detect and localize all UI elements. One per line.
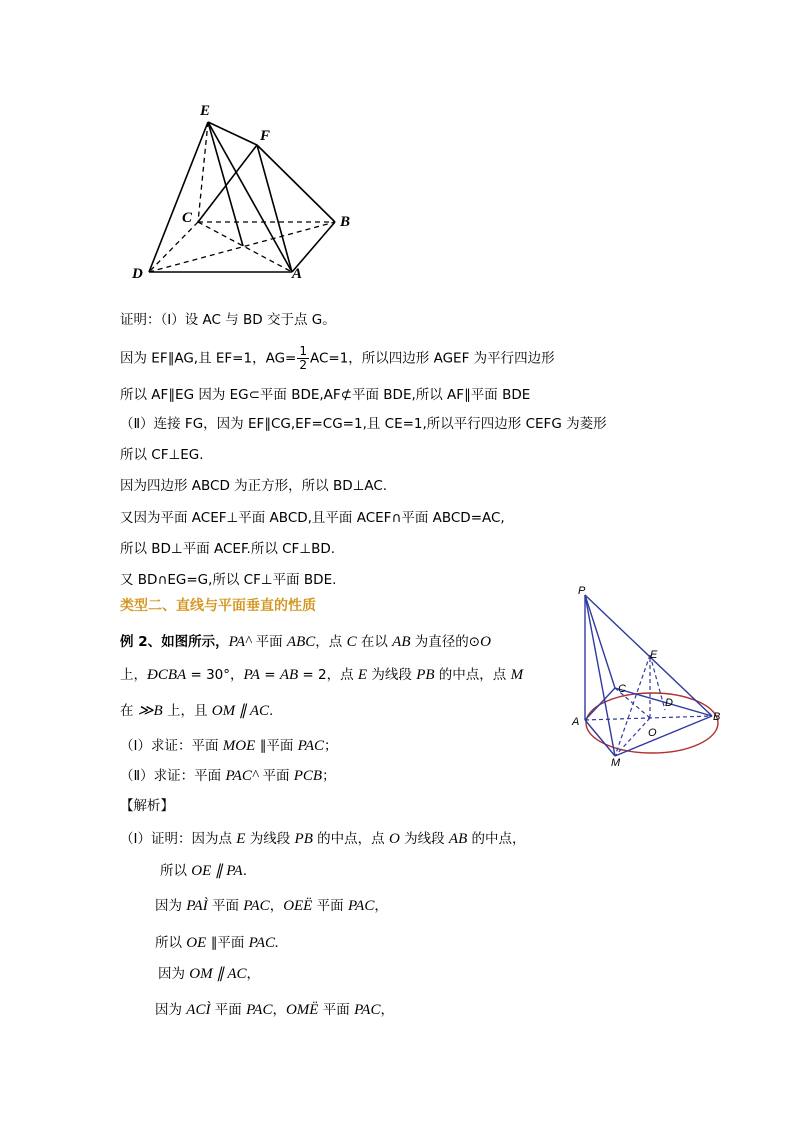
ex-math-ab2: AB bbox=[279, 667, 299, 683]
q-math-moe: MOE bbox=[222, 738, 256, 754]
s-math: O bbox=[388, 831, 400, 847]
s-math: OM ∥ AC bbox=[189, 966, 247, 982]
example-line-3 bbox=[120, 702, 273, 720]
fraction-denominator: 2 bbox=[299, 358, 307, 372]
solution-line-4 bbox=[155, 934, 279, 952]
s-text: ， bbox=[380, 1002, 394, 1018]
q-math-pac: PAC bbox=[297, 738, 325, 754]
ex-text: 的中点，点 bbox=[434, 667, 511, 683]
s-math: AB bbox=[448, 831, 468, 847]
figure-pyramid-efabcd bbox=[120, 95, 370, 290]
s-text: ∥平面 bbox=[206, 935, 249, 951]
label-E2: E bbox=[650, 649, 658, 661]
solution-line-5 bbox=[158, 965, 260, 983]
q-math-pcb: PCB bbox=[293, 768, 323, 784]
s-math: OE bbox=[186, 935, 207, 951]
solution-line-2 bbox=[160, 862, 247, 880]
ex-text: = bbox=[259, 667, 280, 683]
s-text: 为线段 bbox=[245, 831, 295, 847]
proof-line-4: （Ⅱ）连接 FG，因为 EF∥CG,EF=CG=1,且 CE=1,所以平行四边形 CEFG 为菱形 bbox=[120, 416, 607, 432]
example-line-1 bbox=[120, 633, 491, 651]
s-text: ， bbox=[246, 966, 261, 982]
label-C2: C bbox=[618, 683, 626, 695]
label-E: E bbox=[200, 103, 211, 119]
label-F: F bbox=[260, 128, 271, 144]
s-math: PAC. bbox=[248, 935, 279, 951]
s-text: 平面 bbox=[318, 1002, 355, 1018]
ex-text: = 2，点 bbox=[298, 667, 358, 683]
ex-math-ab: AB bbox=[392, 634, 411, 650]
label-P: P bbox=[578, 585, 586, 597]
q-text: ∥平面 bbox=[255, 738, 298, 754]
ex-text: . bbox=[269, 703, 274, 719]
example-label: 例 2、如图所示， bbox=[120, 634, 229, 650]
s-math: OMË bbox=[285, 1002, 319, 1018]
s-math: PAÌ bbox=[186, 898, 208, 914]
ex-math-abc: ABC bbox=[286, 634, 316, 650]
figure-cone-circle bbox=[570, 582, 730, 772]
q-text: （Ⅰ）求证：平面 bbox=[120, 738, 223, 754]
fraction-one-half bbox=[297, 345, 309, 372]
s-text: 平面 bbox=[312, 898, 348, 914]
proof-line-1: 证明：（Ⅰ）设 AC 与 BD 交于点 G。 bbox=[120, 312, 336, 328]
s-math: PAC bbox=[246, 1002, 273, 1018]
label-A2: A bbox=[572, 716, 580, 728]
s-text: 为线段 bbox=[399, 831, 449, 847]
proof-line-6: 因为四边形 ABCD 为正方形，所以 BD⊥AC. bbox=[120, 478, 388, 494]
s-text: 所以 bbox=[160, 863, 192, 879]
ex-text: 上，且 bbox=[162, 703, 212, 719]
proof-line-2-pre: 因为 EF∥AG,且 EF=1，AG= bbox=[120, 350, 297, 367]
ex-math-e: E bbox=[357, 667, 368, 683]
proof-line-8: 所以 BD⊥平面 ACEF.所以 CF⊥BD. bbox=[120, 541, 336, 557]
ex-text: 平面 bbox=[251, 634, 287, 650]
ex-math-o: O bbox=[480, 634, 491, 650]
ex-text: 为直径的⊙ bbox=[410, 634, 481, 650]
proof-line-2-post: AC=1，所以四边形 AGEF 为平行四边形 bbox=[309, 350, 555, 367]
question-1 bbox=[120, 737, 338, 755]
s-math: E bbox=[236, 831, 246, 847]
ex-text: = 30°， bbox=[186, 667, 244, 683]
ex-text: 在 bbox=[120, 703, 138, 719]
proof-line-2 bbox=[120, 345, 555, 372]
ex-math-m: M bbox=[510, 667, 524, 683]
s-text: 因为 bbox=[155, 898, 187, 914]
proof-line-5: 所以 CF⊥EG. bbox=[120, 447, 204, 463]
label-B: B bbox=[340, 214, 351, 230]
s-text: 所以 bbox=[155, 935, 187, 951]
q-text: ； bbox=[322, 768, 336, 784]
s-math: OE ∥ PA bbox=[191, 863, 243, 879]
s-math: PB bbox=[294, 831, 313, 847]
analysis-label: 【解析】 bbox=[120, 798, 174, 814]
solution-line-1 bbox=[120, 830, 526, 848]
q-math-pac-perp: PAC^ bbox=[225, 768, 259, 784]
label-D2: D bbox=[665, 697, 673, 709]
q-text: ； bbox=[324, 738, 338, 754]
section-heading: 类型二、直线与平面垂直的性质 bbox=[120, 598, 316, 614]
label-M: M bbox=[611, 757, 621, 769]
s-text: ， bbox=[374, 898, 388, 914]
question-2 bbox=[120, 767, 336, 785]
q-text: （Ⅱ）求证：平面 bbox=[120, 768, 226, 784]
s-text: 平面 bbox=[207, 898, 244, 914]
proof-line-7: 又因为平面 ACEF⊥平面 ABCD,且平面 ACEF∩平面 ABCD=AC, bbox=[120, 510, 505, 526]
ex-math-pa2: PA bbox=[243, 667, 260, 683]
proof-line-9: 又 BD∩EG=G,所以 CF⊥平面 BDE. bbox=[120, 572, 337, 588]
ex-math-angle: ÐCBA bbox=[147, 667, 187, 683]
s-text: 的中点，点 bbox=[312, 831, 389, 847]
s-text: ， bbox=[269, 898, 284, 914]
q-text: 平面 bbox=[258, 768, 294, 784]
s-math: ACÌ bbox=[186, 1002, 211, 1018]
solution-line-3 bbox=[155, 897, 388, 915]
s-math: OEË bbox=[283, 898, 313, 914]
ex-math-om-ac: OM ∥ AC bbox=[211, 703, 269, 719]
example-line-2 bbox=[120, 666, 523, 684]
s-text: 因为 bbox=[155, 1002, 187, 1018]
fraction-numerator: 1 bbox=[299, 344, 307, 358]
label-C: C bbox=[182, 210, 193, 226]
label-D: D bbox=[132, 266, 143, 282]
solution-line-6 bbox=[155, 1001, 394, 1019]
s-text: 因为 bbox=[158, 966, 190, 982]
ex-text: ，点 bbox=[315, 634, 347, 650]
ex-math-arc: ≫B bbox=[137, 703, 163, 719]
ex-text: 上， bbox=[120, 667, 147, 683]
label-A: A bbox=[292, 266, 303, 282]
s-text: （Ⅰ）证明：因为点 bbox=[120, 831, 237, 847]
s-text: ， bbox=[272, 1002, 286, 1018]
ex-text: 为线段 bbox=[367, 667, 417, 683]
s-math: PAC bbox=[354, 1002, 381, 1018]
s-text: . bbox=[242, 863, 247, 879]
ex-math-pa: PA^ bbox=[228, 634, 252, 650]
s-text: 平面 bbox=[210, 1002, 247, 1018]
ex-math-c: C bbox=[346, 634, 357, 650]
ex-math-pb: PB bbox=[416, 667, 435, 683]
label-O: O bbox=[648, 727, 657, 739]
s-text: 的中点， bbox=[467, 831, 526, 847]
ex-text: 在以 bbox=[356, 634, 393, 650]
proof-line-3: 所以 AF∥EG 因为 EG⊂平面 BDE,AF⊄平面 BDE,所以 AF∥平面 BDE bbox=[120, 387, 531, 403]
s-math: PAC bbox=[243, 898, 270, 914]
label-B2: B bbox=[713, 711, 721, 723]
s-math: PAC bbox=[347, 898, 375, 914]
